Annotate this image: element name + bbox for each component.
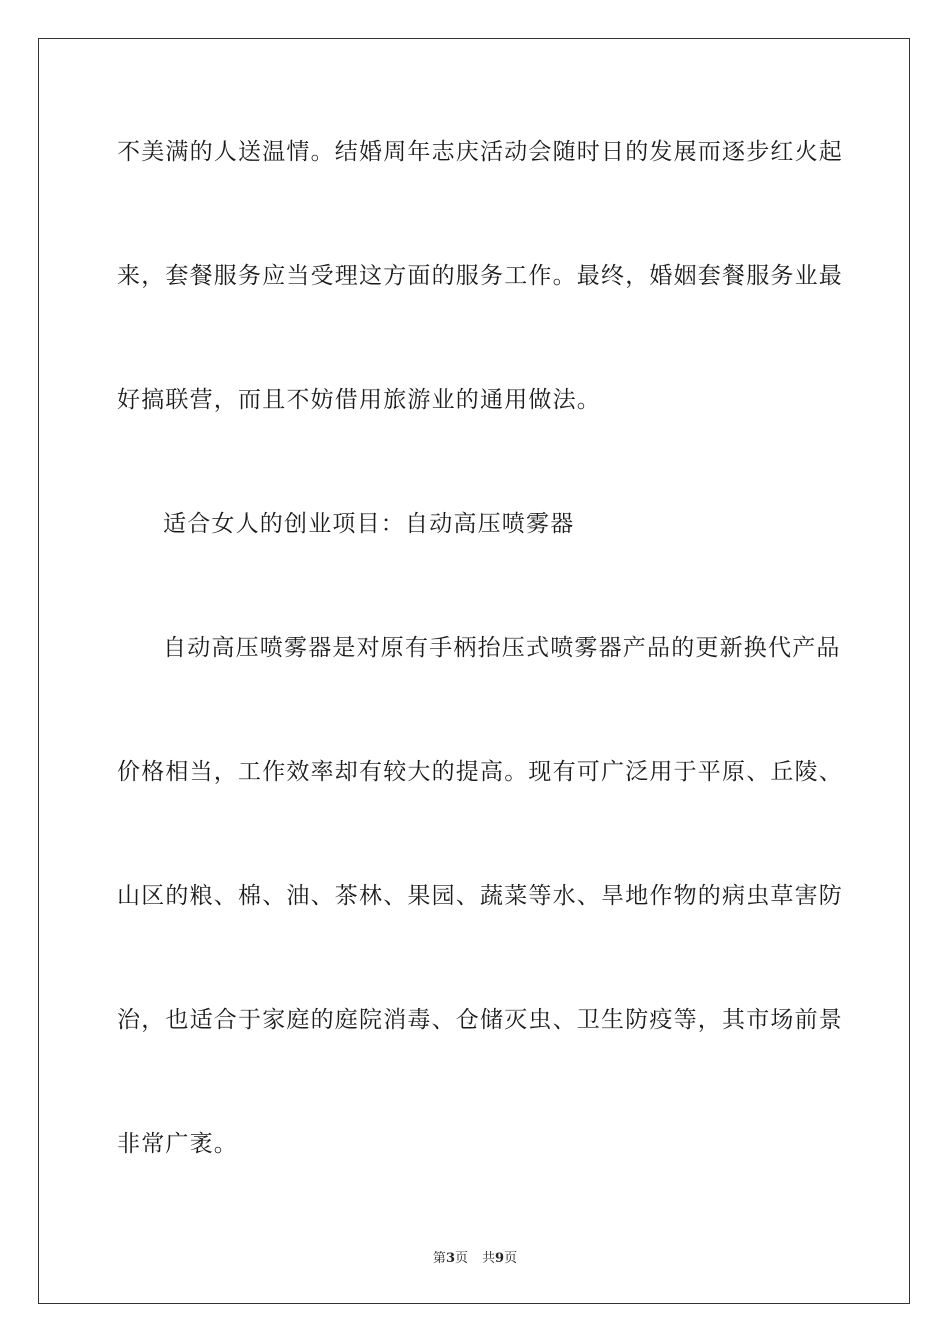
page-suffix: 页	[454, 1251, 468, 1266]
page-border	[38, 38, 910, 1304]
page-total-number: 9	[495, 1251, 505, 1266]
paragraph-line-2: 来，套餐服务应当受理这方面的服务工作。最终，婚姻套餐服务业最	[117, 263, 843, 289]
paragraph-line-1: 不美满的人送温情。结婚周年志庆活动会随时日的发展而逐步红火起	[117, 139, 843, 165]
page-footer	[0, 1247, 950, 1266]
page-prefix: 第	[432, 1251, 446, 1266]
page-current-number: 3	[445, 1251, 455, 1266]
paragraph-line-9: 非常广袤。	[117, 1131, 238, 1157]
paragraph-line-3: 好搞联营，而且不妨借用旅游业的通用做法。	[117, 387, 601, 413]
paragraph-line-8: 治，也适合于家庭的庭院消毒、仓储灭虫、卫生防疫等，其市场前景	[117, 1007, 843, 1033]
paragraph-line-7: 山区的粮、棉、油、茶林、果园、蔬菜等水、旱地作物的病虫草害防	[117, 883, 843, 909]
total-suffix: 页	[504, 1251, 518, 1266]
total-prefix: 共	[482, 1251, 496, 1266]
section-heading: 适合女人的创业项目：自动高压喷雾器	[163, 511, 575, 537]
paragraph-line-5: 自动高压喷雾器是对原有手柄抬压式喷雾器产品的更新换代产品	[163, 635, 841, 661]
paragraph-line-6: 价格相当，工作效率却有较大的提高。现有可广泛用于平原、丘陵、	[117, 759, 843, 785]
